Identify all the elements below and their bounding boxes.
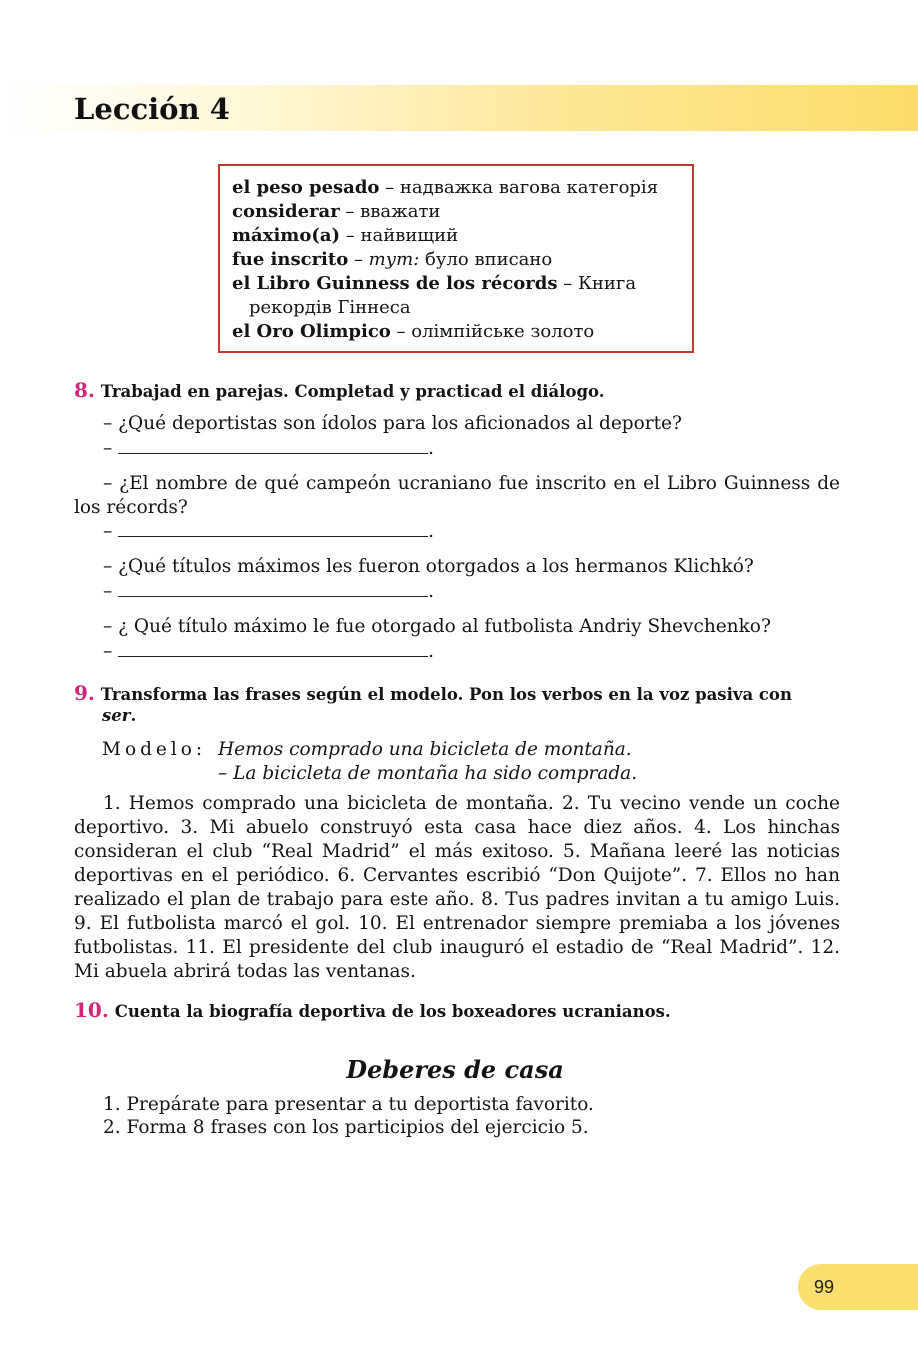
exercise-8-heading xyxy=(74,378,605,404)
homework-item: 1. Prepárate para presentar a tu deportista favorito. xyxy=(103,1094,594,1115)
exercise-instruction-continuation: ser. xyxy=(102,706,137,725)
answer-blank xyxy=(118,642,428,657)
exercise-9-heading xyxy=(74,681,792,707)
lesson-title: Lección 4 xyxy=(74,92,230,126)
homework-item: 2. Forma 8 frases con los participios del ejercicio 5. xyxy=(103,1117,589,1138)
vocab-entry: el Libro Guinness de los récords – Книга xyxy=(232,273,637,294)
answer-line: – . xyxy=(103,521,435,542)
vocab-entry-continuation: рекордів Гіннеса xyxy=(249,297,411,318)
answer-blank xyxy=(118,582,428,597)
answer-blank xyxy=(118,439,428,454)
model-example-answer: – La bicicleta de montaña ha sido comprada. xyxy=(218,763,638,784)
answer-blank xyxy=(118,522,428,537)
page-number: 99 xyxy=(814,1277,835,1297)
exercise-instruction: Transforma las frases según el modelo. Pon los verbos en la voz pasiva con xyxy=(100,685,792,704)
vocab-entry: el peso pesado – надважка вагова категорія xyxy=(232,177,659,198)
answer-line: – . xyxy=(103,641,435,662)
vocab-entry: fue inscrito – тут: було вписано xyxy=(232,249,553,270)
exercise-number: 9. xyxy=(74,681,95,705)
model-label: Modelo: xyxy=(102,739,207,760)
exercise-instruction: Trabajad en parejas. Completad y practicad el diálogo. xyxy=(100,382,605,401)
homework-title: Deberes de casa xyxy=(346,1055,564,1084)
dialogue-question: – ¿Qué deportistas son ídolos para los aficionados al deporte? xyxy=(103,413,682,434)
vocab-entry: máximo(a) – найвищий xyxy=(232,225,459,246)
answer-line: – . xyxy=(103,581,435,602)
exercise-instruction: Cuenta la biografía deportiva de los boxeadores ucranianos. xyxy=(114,1002,671,1021)
exercise-number: 10. xyxy=(74,998,109,1022)
vocabulary-box xyxy=(218,164,694,353)
dialogue-question: – ¿Qué títulos máximos les fueron otorgados a los hermanos Klichkó? xyxy=(103,556,754,577)
vocab-entry: el Oro Olimpico – олімпійське золото xyxy=(232,321,595,342)
dialogue-question: – ¿El nombre de qué campeón ucraniano fue inscrito en el Libro Guinness de los récords? xyxy=(74,473,840,518)
exercise-number: 8. xyxy=(74,378,95,402)
model-example: Hemos comprado una bicicleta de montaña. xyxy=(218,739,632,760)
answer-line: – . xyxy=(103,438,435,459)
dialogue-question: – ¿ Qué título máximo le fue otorgado al futbolista Andriy Shevchenko? xyxy=(103,616,771,637)
exercise-10-heading xyxy=(74,998,671,1024)
exercise-9-sentences: 1. Hemos comprado una bicicleta de montaña. 2. Tu vecino vende un coche deportivo. 3. Mi abuelo construyó esta casa hace diez años. 4. Los hinchas consideran el club “Real Madrid” el más exitoso. 5. Mañana leeré las noticias deportivas en el periódico. 6. Cervantes escribió “Don Quijote”. 7. Ellos no han realizado el plan de trabajo para este año. 8. Tus padres invitan a tu amigo Luis. 9. El futbolista marcó el gol. 10. El entrenador siempre premiaba a los jóvenes futbolistas. 11. El presidente del club inauguró el estadio de “Real Madrid”. 12. Mi abuela abrirá todas las ventanas. xyxy=(74,793,840,982)
vocab-entry: considerar – вважати xyxy=(232,201,441,222)
